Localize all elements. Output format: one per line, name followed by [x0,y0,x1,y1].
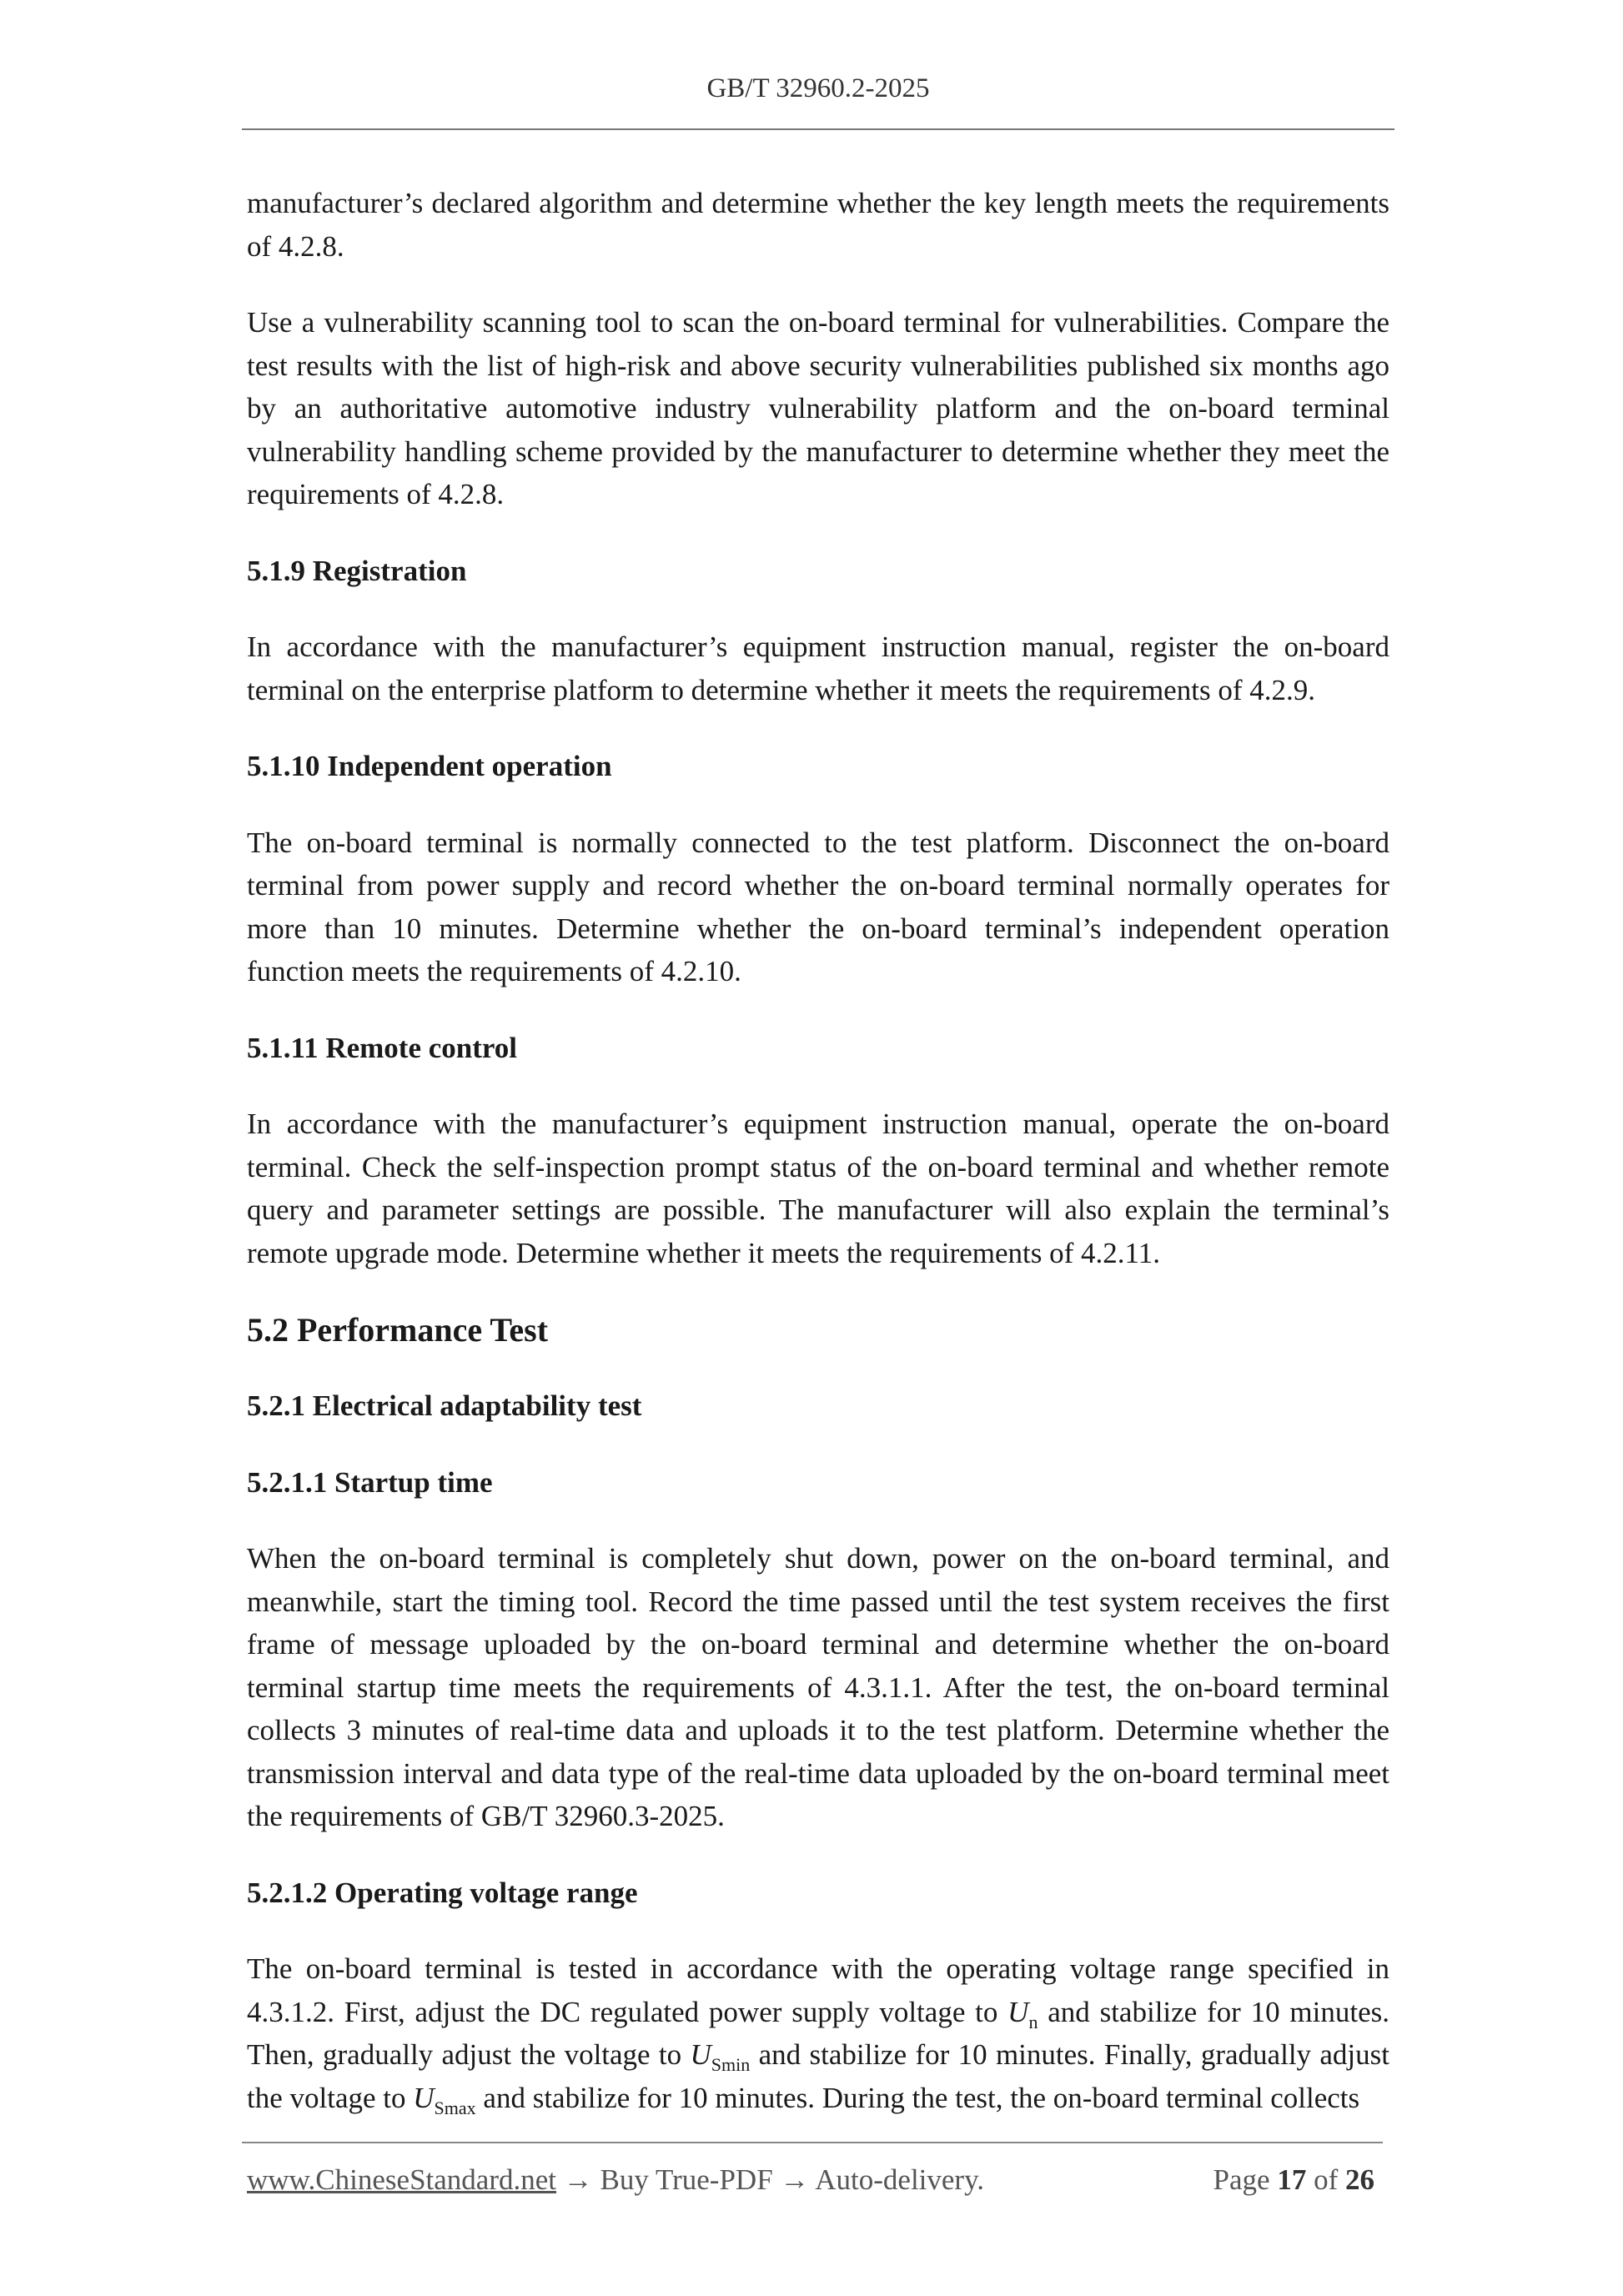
symbol-u-smax-subscript: Smax [434,2097,476,2118]
footer-divider [242,2142,1383,2143]
header-divider [242,128,1394,130]
of-label: of [1314,2163,1339,2196]
website-link[interactable]: www.ChineseStandard.net [247,2163,556,2196]
arrow-right-icon: → [780,2163,810,2196]
heading-5-2-1-1: 5.2.1.1 Startup time [247,1465,493,1499]
paragraph-independent-operation: The on-board terminal is normally connected to the test platform. Disconnect the on-board terminal from power supply and record whether the on-board terminal normally operates for more than 10 minutes. Determine whether the on-board terminal’s independent operation function meets the requirements of 4.2.10. [247,826,1389,987]
page-label: Page [1213,2163,1270,2196]
paragraph-vulnerability-scan: Use a vulnerability scanning tool to scan the on-board terminal for vulnerabilities. Compare the test results with the list of high-risk and above security vulnerabilities published six months ago by an authoritative automotive industry vulnerability platform and the on-board terminal vulnerability handling scheme provided by the manufacturer to determine whether they meet the requirements of 4.2.8. [247,306,1389,510]
voltage-text-4: and stabilize for 10 minutes. During the test, the on-board terminal collects [475,2081,1360,2114]
paragraph-registration: In accordance with the manufacturer’s equipment instruction manual, register the on-board terminal on the enterprise platform to determine whether it meets the requirements of 4.2.9. [247,631,1389,706]
paragraph-intro: manufacturer’s declared algorithm and determine whether the key length meets the requirements of 4.2.8. [247,187,1389,263]
symbol-u-n-base: U [1007,1995,1029,2028]
page-number [1213,2163,1374,2197]
heading-5-1-11: 5.1.11 Remote control [247,1031,518,1064]
current-page: 17 [1277,2163,1307,2196]
symbol-u-n [1007,1995,1038,2032]
total-pages: 26 [1345,2163,1374,2196]
buy-pdf-text: Buy True-PDF [600,2163,773,2196]
arrow-right-icon: → [563,2163,593,2196]
footer-promo [247,2163,984,2197]
paragraph-startup-time: When the on-board terminal is completely shut down, power on the on-board terminal, and meanwhile, start the timing tool. Record the time passed until the test system receives the first frame of message uploaded by the on-board terminal and determine whether the on-board terminal startup time meets the requirements of 4.3.1.1. After the test, the on-board terminal collects 3 minutes of real-time data and uploads it to the test platform. Determine whether the transmission interval and data type of the real-time data uploaded by the on-board terminal meet the requirements of GB/T 32960.3-2025. [247,1542,1389,1832]
symbol-u-n-subscript: n [1028,2011,1038,2032]
voltage-text-2: and stabilize for 10 minutes. Then, gradually adjust the voltage to [247,1995,1389,2071]
heading-5-2: 5.2 Performance Test [247,1311,549,1349]
page-body [247,182,1389,2153]
symbol-u-smax [413,2081,476,2118]
heading-5-1-9: 5.1.9 Registration [247,554,467,587]
heading-5-2-1: 5.2.1 Electrical adaptability test [247,1389,642,1422]
paragraph-remote-control: In accordance with the manufacturer’s equipment instruction manual, operate the on-board terminal. Check the self-inspection prompt status of the on-board terminal and whether remote query and parameter settings are possible. The manufacturer will also explain the terminal’s remote upgrade mode. Determine whether it meets the requirements of 4.2.11. [247,1108,1389,1269]
voltage-text-3: and stabilize for 10 minutes. Finally, gradually adjust the voltage to [247,2038,1389,2114]
symbol-u-smax-base: U [413,2081,435,2114]
page-header: GB/T 32960.2-2025 [706,73,930,103]
voltage-text-1: The on-board terminal is tested in accordance with the operating voltage range specified in 4.3.1.2. First, adjust the DC regulated power supply voltage to [247,1952,1389,2028]
heading-5-2-1-2: 5.2.1.2 Operating voltage range [247,1876,638,1909]
auto-delivery-text: Auto-delivery. [815,2163,985,2196]
symbol-u-smin-base: U [690,2038,711,2071]
symbol-u-smin-subscript: Smin [711,2054,751,2075]
symbol-u-smin [690,2038,751,2075]
heading-5-1-10: 5.1.10 Independent operation [247,750,612,782]
paragraph-operating-voltage [247,1947,1389,2119]
